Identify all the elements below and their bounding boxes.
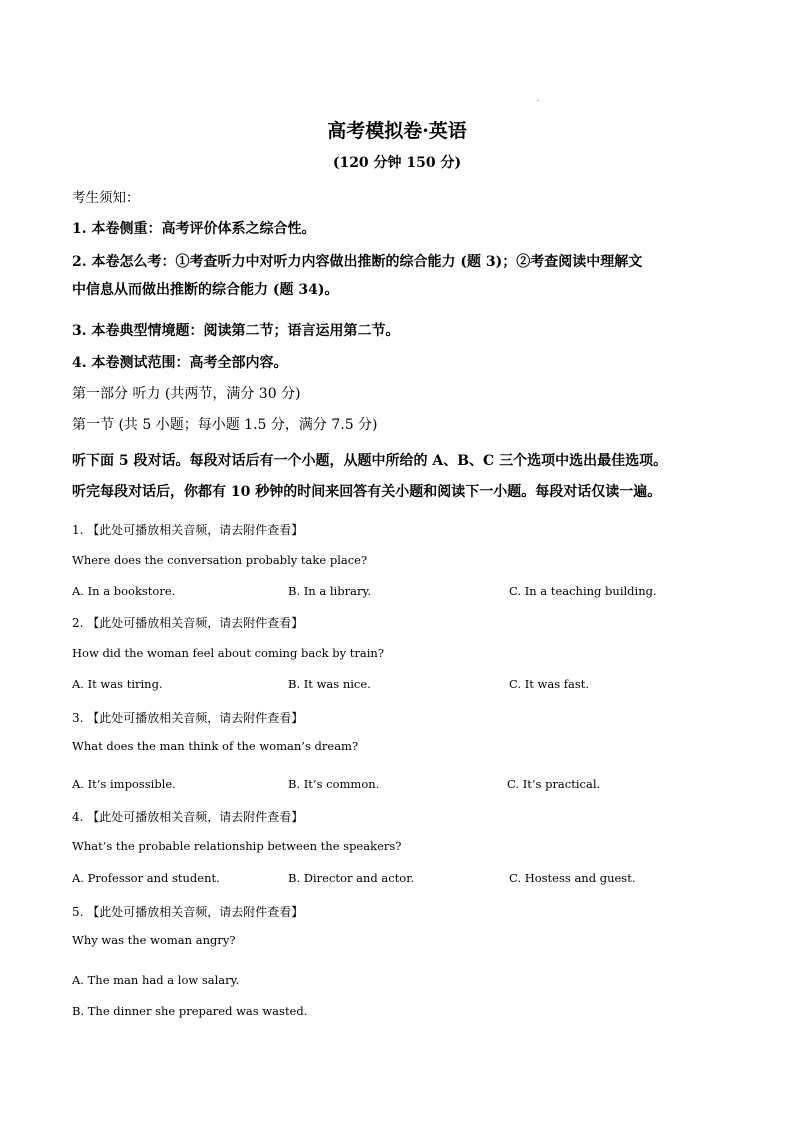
page-speck xyxy=(537,100,539,101)
question-4-option-a: A. Professor and student. xyxy=(72,871,220,885)
question-3-audio-tag[interactable]: 3. 【此处可播放相关音频，请去附件查看】 xyxy=(72,711,304,725)
question-4-audio-tag[interactable]: 4. 【此处可播放相关音频，请去附件查看】 xyxy=(72,810,304,824)
question-1-option-b: B. In a library. xyxy=(288,584,372,598)
notice-item-2: 2. 本卷怎么考：①考查听力中对听力内容做出推断的综合能力 (题 3)；②考查阅读中理解文 xyxy=(72,254,643,270)
instructions-line-1: 听下面 5 段对话。每段对话后有一个小题，从题中所给的 A、B、C 三个选项中选出最佳选项。 xyxy=(72,453,668,469)
question-4-stem: What’s the probable relationship between the speakers? xyxy=(72,839,402,853)
page-title: 高考模拟卷·英语 xyxy=(327,120,467,142)
question-5-option-a: A. The man had a low salary. xyxy=(72,973,240,987)
question-4-option-b: B. Director and actor. xyxy=(288,871,415,885)
question-1-option-a: A. In a bookstore. xyxy=(72,584,176,598)
instructions-line-2: 听完每段对话后，你都有 10 秒钟的时间来回答有关小题和阅读下一小题。每段对话仅读一遍。 xyxy=(72,484,662,500)
section-title: 第一节 (共 5 小题；每小题 1.5 分，满分 7.5 分) xyxy=(72,417,378,433)
question-4-option-c: C. Hostess and guest. xyxy=(509,871,636,885)
notice-item-3: 3. 本卷典型情境题：阅读第二节；语言运用第二节。 xyxy=(72,323,400,339)
question-2-option-c: C. It was fast. xyxy=(509,677,590,691)
page-subtitle: (120 分钟 150 分) xyxy=(332,155,462,171)
question-5-stem: Why was the woman angry? xyxy=(72,933,236,947)
notice-heading: 考生须知： xyxy=(72,190,140,206)
question-3-option-c: C. It’s practical. xyxy=(507,777,601,791)
question-3-stem: What does the man think of the woman’s dream? xyxy=(72,739,359,753)
question-5-audio-tag[interactable]: 5. 【此处可播放相关音频，请去附件查看】 xyxy=(72,905,304,919)
question-2-option-b: B. It was nice. xyxy=(288,677,371,691)
question-1-option-c: C. In a teaching building. xyxy=(509,584,657,598)
question-3-option-a: A. It’s impossible. xyxy=(72,777,176,791)
notice-item-1: 1. 本卷侧重：高考评价体系之综合性。 xyxy=(72,221,316,237)
part-title: 第一部分 听力 (共两节，满分 30 分) xyxy=(72,386,301,402)
question-2-option-a: A. It was tiring. xyxy=(72,677,163,691)
question-2-audio-tag[interactable]: 2. 【此处可播放相关音频，请去附件查看】 xyxy=(72,616,304,630)
question-2-stem: How did the woman feel about coming back by train? xyxy=(72,646,385,660)
notice-item-2-cont: 中信息从而做出推断的综合能力 (题 34)。 xyxy=(72,282,339,298)
question-3-option-b: B. It’s common. xyxy=(288,777,380,791)
question-1-stem: Where does the conversation probably take place? xyxy=(72,553,368,567)
question-1-audio-tag[interactable]: 1. 【此处可播放相关音频，请去附件查看】 xyxy=(72,523,304,537)
question-5-option-b: B. The dinner she prepared was wasted. xyxy=(72,1004,308,1018)
notice-item-4: 4. 本卷测试范围：高考全部内容。 xyxy=(72,355,288,371)
